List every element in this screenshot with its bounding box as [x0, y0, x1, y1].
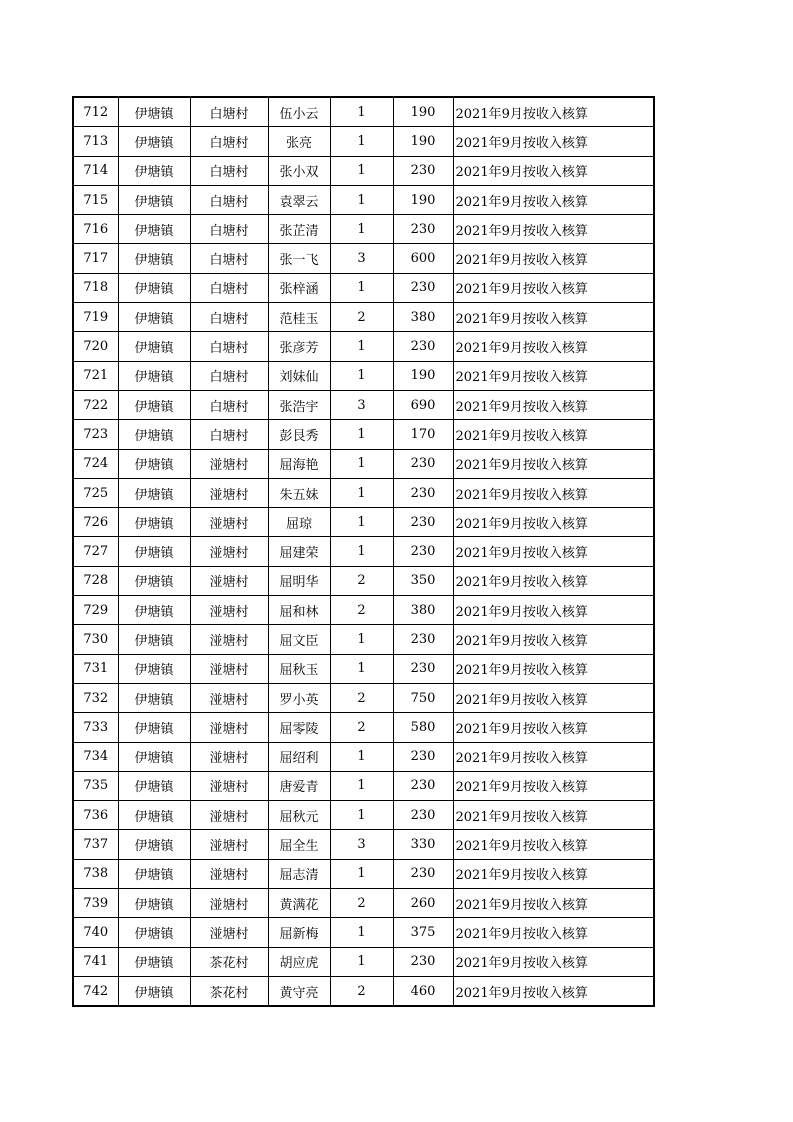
- amount-cell: 230: [393, 947, 453, 976]
- name-cell: 屈秋元: [268, 801, 330, 830]
- village-cell: 湴塘村: [190, 449, 268, 478]
- note-cell: 2021年9月按收入核算: [453, 390, 654, 419]
- note-cell: 2021年9月按收入核算: [453, 771, 654, 800]
- name-cell: 屈绍利: [268, 742, 330, 771]
- village-cell: 茶花村: [190, 976, 268, 1006]
- amount-cell: 190: [393, 185, 453, 214]
- note-cell: 2021年9月按收入核算: [453, 889, 654, 918]
- household-count-cell: 1: [330, 771, 393, 800]
- table-row: [73, 478, 654, 507]
- household-count-cell: 1: [330, 332, 393, 361]
- note-cell: 2021年9月按收入核算: [453, 420, 654, 449]
- name-cell: 屈零陵: [268, 713, 330, 742]
- note-cell: 2021年9月按收入核算: [453, 156, 654, 185]
- table-row: [73, 420, 654, 449]
- town-cell: 伊塘镇: [118, 683, 190, 712]
- amount-cell: 330: [393, 830, 453, 859]
- amount-cell: 230: [393, 332, 453, 361]
- village-cell: 湴塘村: [190, 801, 268, 830]
- name-cell: 伍小云: [268, 97, 330, 127]
- table-row: [73, 508, 654, 537]
- roster-table: [72, 96, 655, 1007]
- table-row: [73, 303, 654, 332]
- village-cell: 湴塘村: [190, 918, 268, 947]
- village-cell: 白塘村: [190, 215, 268, 244]
- village-cell: 白塘村: [190, 361, 268, 390]
- household-count-cell: 1: [330, 947, 393, 976]
- note-cell: 2021年9月按收入核算: [453, 332, 654, 361]
- village-cell: 湴塘村: [190, 625, 268, 654]
- row-number-cell: 741: [73, 947, 118, 976]
- amount-cell: 230: [393, 156, 453, 185]
- household-count-cell: 1: [330, 273, 393, 302]
- town-cell: 伊塘镇: [118, 771, 190, 800]
- row-number-cell: 740: [73, 918, 118, 947]
- name-cell: 黄满花: [268, 889, 330, 918]
- amount-cell: 580: [393, 713, 453, 742]
- note-cell: 2021年9月按收入核算: [453, 566, 654, 595]
- table-row: [73, 771, 654, 800]
- amount-cell: 690: [393, 390, 453, 419]
- name-cell: 张亮: [268, 127, 330, 156]
- table-row: [73, 215, 654, 244]
- note-cell: 2021年9月按收入核算: [453, 683, 654, 712]
- row-number-cell: 713: [73, 127, 118, 156]
- town-cell: 伊塘镇: [118, 596, 190, 625]
- household-count-cell: 1: [330, 508, 393, 537]
- row-number-cell: 720: [73, 332, 118, 361]
- amount-cell: 230: [393, 771, 453, 800]
- village-cell: 白塘村: [190, 303, 268, 332]
- town-cell: 伊塘镇: [118, 244, 190, 273]
- village-cell: 白塘村: [190, 127, 268, 156]
- note-cell: 2021年9月按收入核算: [453, 742, 654, 771]
- table-row: [73, 390, 654, 419]
- household-count-cell: 1: [330, 654, 393, 683]
- amount-cell: 380: [393, 596, 453, 625]
- town-cell: 伊塘镇: [118, 332, 190, 361]
- household-count-cell: 1: [330, 801, 393, 830]
- town-cell: 伊塘镇: [118, 97, 190, 127]
- town-cell: 伊塘镇: [118, 976, 190, 1006]
- row-number-cell: 732: [73, 683, 118, 712]
- row-number-cell: 718: [73, 273, 118, 302]
- amount-cell: 750: [393, 683, 453, 712]
- village-cell: 湴塘村: [190, 713, 268, 742]
- note-cell: 2021年9月按收入核算: [453, 127, 654, 156]
- note-cell: 2021年9月按收入核算: [453, 97, 654, 127]
- table-row: [73, 830, 654, 859]
- village-cell: 白塘村: [190, 332, 268, 361]
- amount-cell: 230: [393, 449, 453, 478]
- household-count-cell: 1: [330, 918, 393, 947]
- note-cell: 2021年9月按收入核算: [453, 273, 654, 302]
- roster-body: [73, 97, 654, 1006]
- village-cell: 白塘村: [190, 156, 268, 185]
- village-cell: 湴塘村: [190, 683, 268, 712]
- name-cell: 屈新梅: [268, 918, 330, 947]
- row-number-cell: 734: [73, 742, 118, 771]
- household-count-cell: 1: [330, 742, 393, 771]
- note-cell: 2021年9月按收入核算: [453, 185, 654, 214]
- row-number-cell: 719: [73, 303, 118, 332]
- name-cell: 张小双: [268, 156, 330, 185]
- name-cell: 张彦芳: [268, 332, 330, 361]
- row-number-cell: 728: [73, 566, 118, 595]
- village-cell: 湴塘村: [190, 654, 268, 683]
- name-cell: 罗小英: [268, 683, 330, 712]
- name-cell: 张浩宇: [268, 390, 330, 419]
- row-number-cell: 736: [73, 801, 118, 830]
- row-number-cell: 712: [73, 97, 118, 127]
- row-number-cell: 737: [73, 830, 118, 859]
- row-number-cell: 721: [73, 361, 118, 390]
- town-cell: 伊塘镇: [118, 478, 190, 507]
- table-row: [73, 742, 654, 771]
- village-cell: 湴塘村: [190, 566, 268, 595]
- row-number-cell: 742: [73, 976, 118, 1006]
- household-count-cell: 1: [330, 420, 393, 449]
- village-cell: 湴塘村: [190, 859, 268, 888]
- town-cell: 伊塘镇: [118, 566, 190, 595]
- village-cell: 湴塘村: [190, 889, 268, 918]
- town-cell: 伊塘镇: [118, 889, 190, 918]
- note-cell: 2021年9月按收入核算: [453, 918, 654, 947]
- household-count-cell: 1: [330, 361, 393, 390]
- household-count-cell: 1: [330, 156, 393, 185]
- table-row: [73, 332, 654, 361]
- name-cell: 屈全生: [268, 830, 330, 859]
- town-cell: 伊塘镇: [118, 713, 190, 742]
- town-cell: 伊塘镇: [118, 303, 190, 332]
- name-cell: 张一飞: [268, 244, 330, 273]
- row-number-cell: 731: [73, 654, 118, 683]
- row-number-cell: 727: [73, 537, 118, 566]
- row-number-cell: 717: [73, 244, 118, 273]
- amount-cell: 190: [393, 127, 453, 156]
- village-cell: 白塘村: [190, 97, 268, 127]
- household-count-cell: 1: [330, 859, 393, 888]
- town-cell: 伊塘镇: [118, 859, 190, 888]
- name-cell: 屈和林: [268, 596, 330, 625]
- household-count-cell: 1: [330, 97, 393, 127]
- table-row: [73, 625, 654, 654]
- name-cell: 胡应虎: [268, 947, 330, 976]
- household-count-cell: 1: [330, 478, 393, 507]
- name-cell: 屈琼: [268, 508, 330, 537]
- table-row: [73, 713, 654, 742]
- row-number-cell: 735: [73, 771, 118, 800]
- table-row: [73, 156, 654, 185]
- table-row: [73, 918, 654, 947]
- town-cell: 伊塘镇: [118, 390, 190, 419]
- row-number-cell: 714: [73, 156, 118, 185]
- name-cell: 屈秋玉: [268, 654, 330, 683]
- note-cell: 2021年9月按收入核算: [453, 654, 654, 683]
- name-cell: 刘妹仙: [268, 361, 330, 390]
- household-count-cell: 2: [330, 976, 393, 1006]
- table-row: [73, 859, 654, 888]
- town-cell: 伊塘镇: [118, 361, 190, 390]
- town-cell: 伊塘镇: [118, 918, 190, 947]
- name-cell: 张芷清: [268, 215, 330, 244]
- village-cell: 白塘村: [190, 390, 268, 419]
- name-cell: 袁翠云: [268, 185, 330, 214]
- name-cell: 屈建荣: [268, 537, 330, 566]
- note-cell: 2021年9月按收入核算: [453, 478, 654, 507]
- note-cell: 2021年9月按收入核算: [453, 449, 654, 478]
- village-cell: 白塘村: [190, 273, 268, 302]
- amount-cell: 600: [393, 244, 453, 273]
- note-cell: 2021年9月按收入核算: [453, 537, 654, 566]
- table-row: [73, 566, 654, 595]
- table-row: [73, 185, 654, 214]
- row-number-cell: 724: [73, 449, 118, 478]
- row-number-cell: 738: [73, 859, 118, 888]
- village-cell: 茶花村: [190, 947, 268, 976]
- town-cell: 伊塘镇: [118, 449, 190, 478]
- row-number-cell: 729: [73, 596, 118, 625]
- note-cell: 2021年9月按收入核算: [453, 244, 654, 273]
- amount-cell: 230: [393, 859, 453, 888]
- name-cell: 张梓涵: [268, 273, 330, 302]
- table-row: [73, 537, 654, 566]
- household-count-cell: 2: [330, 566, 393, 595]
- name-cell: 范桂玉: [268, 303, 330, 332]
- amount-cell: 350: [393, 566, 453, 595]
- name-cell: 黄守亮: [268, 976, 330, 1006]
- row-number-cell: 715: [73, 185, 118, 214]
- village-cell: 白塘村: [190, 420, 268, 449]
- village-cell: 湴塘村: [190, 596, 268, 625]
- amount-cell: 460: [393, 976, 453, 1006]
- town-cell: 伊塘镇: [118, 830, 190, 859]
- row-number-cell: 726: [73, 508, 118, 537]
- table-row: [73, 683, 654, 712]
- name-cell: 彭艮秀: [268, 420, 330, 449]
- row-number-cell: 716: [73, 215, 118, 244]
- household-count-cell: 1: [330, 127, 393, 156]
- amount-cell: 230: [393, 801, 453, 830]
- amount-cell: 190: [393, 97, 453, 127]
- household-count-cell: 1: [330, 185, 393, 214]
- note-cell: 2021年9月按收入核算: [453, 508, 654, 537]
- row-number-cell: 725: [73, 478, 118, 507]
- name-cell: 屈海艳: [268, 449, 330, 478]
- name-cell: 屈志清: [268, 859, 330, 888]
- name-cell: 唐爱青: [268, 771, 330, 800]
- household-count-cell: 2: [330, 303, 393, 332]
- note-cell: 2021年9月按收入核算: [453, 361, 654, 390]
- note-cell: 2021年9月按收入核算: [453, 859, 654, 888]
- village-cell: 湴塘村: [190, 830, 268, 859]
- village-cell: 湴塘村: [190, 742, 268, 771]
- amount-cell: 170: [393, 420, 453, 449]
- table-row: [73, 976, 654, 1006]
- note-cell: 2021年9月按收入核算: [453, 303, 654, 332]
- note-cell: 2021年9月按收入核算: [453, 713, 654, 742]
- amount-cell: 230: [393, 742, 453, 771]
- amount-cell: 375: [393, 918, 453, 947]
- table-row: [73, 449, 654, 478]
- village-cell: 湴塘村: [190, 508, 268, 537]
- town-cell: 伊塘镇: [118, 215, 190, 244]
- town-cell: 伊塘镇: [118, 508, 190, 537]
- town-cell: 伊塘镇: [118, 273, 190, 302]
- village-cell: 白塘村: [190, 185, 268, 214]
- table-row: [73, 97, 654, 127]
- table-row: [73, 889, 654, 918]
- town-cell: 伊塘镇: [118, 127, 190, 156]
- amount-cell: 230: [393, 215, 453, 244]
- amount-cell: 380: [393, 303, 453, 332]
- town-cell: 伊塘镇: [118, 156, 190, 185]
- table-row: [73, 244, 654, 273]
- table-row: [73, 127, 654, 156]
- household-count-cell: 2: [330, 596, 393, 625]
- table-row: [73, 361, 654, 390]
- village-cell: 湴塘村: [190, 537, 268, 566]
- table-row: [73, 654, 654, 683]
- note-cell: 2021年9月按收入核算: [453, 830, 654, 859]
- row-number-cell: 723: [73, 420, 118, 449]
- name-cell: 朱五妹: [268, 478, 330, 507]
- household-count-cell: 2: [330, 713, 393, 742]
- household-count-cell: 1: [330, 215, 393, 244]
- town-cell: 伊塘镇: [118, 420, 190, 449]
- name-cell: 屈明华: [268, 566, 330, 595]
- note-cell: 2021年9月按收入核算: [453, 596, 654, 625]
- row-number-cell: 730: [73, 625, 118, 654]
- town-cell: 伊塘镇: [118, 185, 190, 214]
- town-cell: 伊塘镇: [118, 947, 190, 976]
- village-cell: 湴塘村: [190, 478, 268, 507]
- household-count-cell: 1: [330, 537, 393, 566]
- amount-cell: 230: [393, 508, 453, 537]
- row-number-cell: 739: [73, 889, 118, 918]
- note-cell: 2021年9月按收入核算: [453, 976, 654, 1006]
- village-cell: 湴塘村: [190, 771, 268, 800]
- row-number-cell: 722: [73, 390, 118, 419]
- town-cell: 伊塘镇: [118, 625, 190, 654]
- town-cell: 伊塘镇: [118, 742, 190, 771]
- table-row: [73, 273, 654, 302]
- amount-cell: 230: [393, 537, 453, 566]
- town-cell: 伊塘镇: [118, 654, 190, 683]
- note-cell: 2021年9月按收入核算: [453, 947, 654, 976]
- name-cell: 屈文臣: [268, 625, 330, 654]
- table-row: [73, 801, 654, 830]
- household-count-cell: 3: [330, 244, 393, 273]
- amount-cell: 260: [393, 889, 453, 918]
- town-cell: 伊塘镇: [118, 801, 190, 830]
- amount-cell: 230: [393, 625, 453, 654]
- household-count-cell: 3: [330, 390, 393, 419]
- note-cell: 2021年9月按收入核算: [453, 801, 654, 830]
- note-cell: 2021年9月按收入核算: [453, 625, 654, 654]
- town-cell: 伊塘镇: [118, 537, 190, 566]
- household-count-cell: 2: [330, 683, 393, 712]
- amount-cell: 230: [393, 478, 453, 507]
- household-count-cell: 1: [330, 625, 393, 654]
- household-count-cell: 1: [330, 449, 393, 478]
- household-count-cell: 3: [330, 830, 393, 859]
- household-count-cell: 2: [330, 889, 393, 918]
- table-row: [73, 596, 654, 625]
- row-number-cell: 733: [73, 713, 118, 742]
- amount-cell: 230: [393, 654, 453, 683]
- note-cell: 2021年9月按收入核算: [453, 215, 654, 244]
- amount-cell: 190: [393, 361, 453, 390]
- table-row: [73, 947, 654, 976]
- amount-cell: 230: [393, 273, 453, 302]
- village-cell: 白塘村: [190, 244, 268, 273]
